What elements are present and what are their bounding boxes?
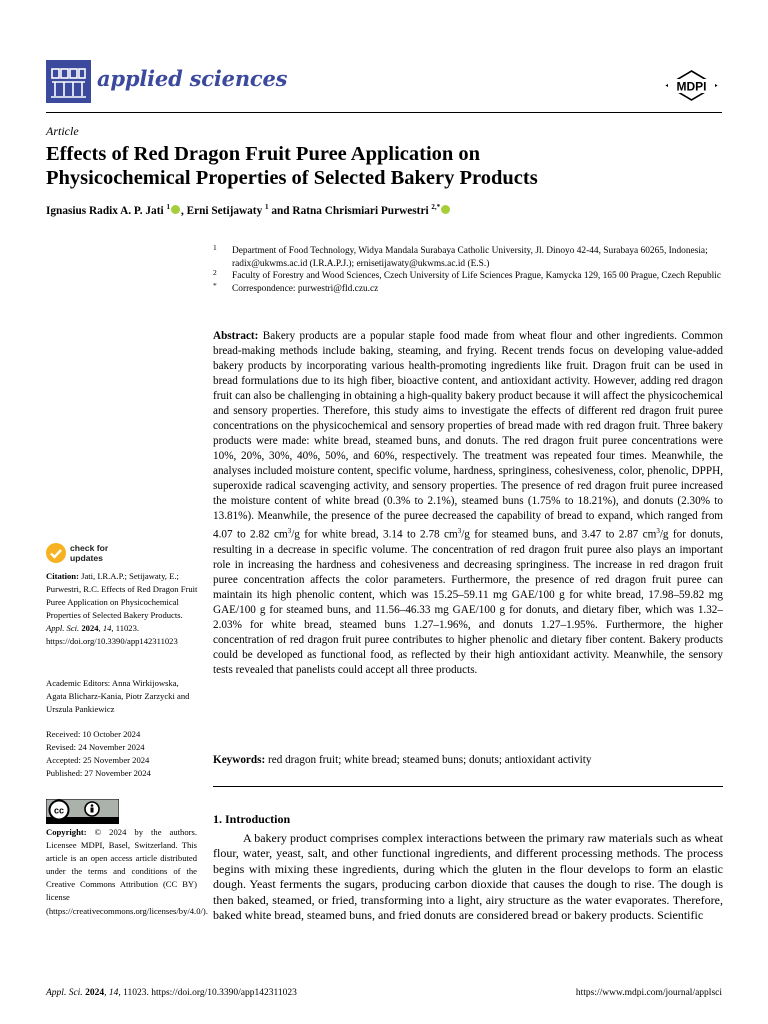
received-date: Received: 10 October 2024	[46, 729, 141, 739]
orcid-icon[interactable]	[171, 205, 180, 214]
header-divider	[46, 112, 722, 113]
check-for-updates-button[interactable]	[46, 541, 116, 567]
revised-date: Revised: 24 November 2024	[46, 742, 145, 753]
abstract-text: /g for steamed buns, and 3.47 to 2.87 cm	[461, 528, 657, 541]
author-separator: ,	[180, 204, 187, 217]
superscript: 3	[656, 527, 660, 535]
affiliation-mark: 1	[166, 203, 170, 211]
affiliation-item	[213, 270, 723, 283]
copyright-label: Copyright:	[46, 827, 87, 837]
footer-doi-link[interactable]: , 11023. https://doi.org/10.3390/app142311023	[118, 988, 297, 998]
author-separator: and	[268, 204, 293, 217]
affiliation-item	[213, 245, 723, 270]
affiliation-marker: *	[213, 280, 217, 290]
accepted-date: Accepted: 25 November 2024	[46, 755, 150, 766]
keywords-text: red dragon fruit; white bread; steamed buns; donuts; antioxidant activity	[265, 754, 592, 766]
abstract-label: Abstract:	[213, 330, 259, 342]
check-updates-line: updates	[70, 553, 103, 563]
affiliation-mark: 1	[265, 203, 269, 211]
citation-block: Citation: Jati, I.R.A.P.; Setijawaty, E.; Purwestri, R.C. Effects of Red Dragon Fruit Puree Application on Physicochemical Properties of Selected Bakery Products. Appl. Sci. 2024, 14, 11023. https://doi.org/10.3390/app142311023	[46, 571, 198, 647]
title-line: Effects of Red Dragon Fruit Puree Application on	[46, 143, 481, 165]
citation-journal: Appl. Sci.	[46, 623, 80, 634]
author-name[interactable]: Erni Setijawaty	[186, 204, 263, 217]
affiliation-text: Department of Food Technology, Widya Mandala Surabaya Catholic University, Jl. Dinoyo 42-44, Surabaya 60265, Indonesia; radix@ukwms.ac.id (I.R.A.P.J.); ernisetijawaty@ukwms.ac.id (E.S.)	[232, 246, 708, 269]
keywords	[213, 753, 723, 768]
abstract-text: Bakery products are a popular staple food made from wheat flour and other ingredients. Common bread-making methods include baking, steaming, and frying. Recent trends focus on developing value-added bakery products by incorporating various health-promoting ingredients like fruit. Dragon fruit can be used in bread formulations due to its high fiber, bioactive content, and antioxidant activity. However, adding red dragon fruit can also be challenging in obtaining a high-quality bakery product because it will affect the physicochemical and sensory properties. Therefore, this study aims to investigate the effects of different red dragon fruit puree concentrations on the physicochemical and sensory properties of bread made with red dragon fruit. Three bakery products were made: white bread, steamed buns, and donuts. The red dragon fruit puree concentrations were 10%, 20%, 30%, 40%, 50%, and 60%, respectively. The treatment was repeated four times. Meanwhile, the analyses included moisture content, specific volume, hardness, springiness, cohesiveness, color, phenolic, DPPH, superoxide radical scavenging activity, and sensory properties. The presence of red dragon fruit puree increased the moisture content of white bread (0.3% to 2.1%), steamed buns (1.75% to 18.21%), and donuts (2.30% to 13.81%). Meanwhile, the presence of the puree decreased the capability of bread to expand, which ranged from 4.07 to 2.82 cm	[213, 330, 723, 541]
citation-label: Citation:	[46, 571, 79, 581]
section-divider	[213, 786, 723, 787]
author-list	[46, 203, 451, 217]
footer-journal-url[interactable]: https://www.mdpi.com/journal/applsci	[575, 988, 722, 998]
dates-block	[46, 728, 198, 780]
citation-year: 2024	[81, 623, 99, 634]
abstract	[213, 329, 723, 678]
affiliations	[213, 245, 723, 295]
page-footer: Appl. Sci. 2024, 14, 11023. https://doi.org/10.3390/app142311023 https://www.mdpi.com/journal/applsci	[46, 988, 722, 998]
svg-text:MDPI: MDPI	[676, 79, 707, 94]
author-name[interactable]: Ignasius Radix A. P. Jati	[46, 204, 164, 217]
abstract-text: /g for donuts, resulting in a decrease in specific volume. The concentration of red dragon fruit puree also plays an important role in increasing the hardness and cohesiveness and decreasing springiness. The increase in red dragon fruit puree concentration affects the color parameters. Furthermore, the presence of red dragon fruit puree can maintain its high phenolic content, which was 15.25–59.11 mg GAE/100 g for white bread, 17.98–59.82 mg GAE/100 g for steamed buns, and 11.56–46.33 mg GAE/100 g for donuts, and dietary fiber, which was 1.32–2.03% for white bread, steamed buns 1.27–1.96%, and donuts 1.27–1.95%. Furthermore, the higher concentration of red dragon fruit puree contributes to higher phenolic and dietary fiber content. Bakery products could be developed as functional food, as reflected by their high antioxidant activity. Meanwhile, the sensory tests revealed that panelists could accept all three products.	[213, 528, 723, 676]
svg-text:cc: cc	[53, 805, 65, 816]
article-type: Article	[46, 124, 79, 138]
copyright-text: © 2024 by the authors. Licensee MDPI, Basel, Switzerland. This article is an open access article distributed under the terms and conditions of the Creative Commons Attribution (CC BY) license (https://creativecommons.org/licenses/by/4.0/).	[46, 827, 208, 916]
affiliation-text: Correspondence: purwestri@fld.czu.cz	[232, 283, 379, 294]
affiliation-marker: 2	[213, 268, 217, 278]
footer-journal: Appl. Sci.	[46, 988, 83, 998]
citation-text: Jati, I.R.A.P.; Setijawaty, E.; Purwestri, R.C. Effects of Red Dragon Fruit Puree Application on Physicochemical Properties of Selected Bakery Products.	[46, 571, 198, 621]
journal-logo-icon	[46, 60, 91, 103]
academic-editors: Academic Editors: Anna Wirkijowska, Agata Blicharz-Kania, Piotr Zarzycki and Urszula Pankiewicz	[46, 678, 190, 715]
check-updates-icon	[46, 543, 66, 563]
footer-year: 2024	[85, 988, 105, 998]
superscript: 3	[287, 527, 292, 535]
published-date: Published: 27 November 2024	[46, 768, 151, 779]
citation-doi-link[interactable]: , 11023. https://doi.org/10.3390/app142311023	[46, 623, 178, 647]
mdpi-logo-icon	[664, 70, 719, 102]
check-updates-line: check for	[70, 543, 109, 553]
keywords-label: Keywords:	[213, 754, 266, 766]
copyright-block	[46, 826, 208, 918]
intro-paragraph: A bakery product comprises complex interactions between the primary raw materials such as wheat flour, water, yeast, salt, and other functional ingredients, and different processing methods. The process begins with mixing these ingredients, during which the gluten in the flour develops to form an elastic dough. Yeast ferments the sugars, producing carbon dioxide that causes the dough to rise. The dough is then baked, steamed, or fried, transforming into a light, airy structure as the water evaporates. Therefore, baked white bread, steamed buns, and fried donuts are considered bread or bakery products. Scientific	[213, 831, 723, 923]
superscript: 3	[457, 527, 462, 535]
abstract-text: /g for white bread, 3.14 to 2.78 cm	[291, 528, 458, 541]
journal-name: applied sciences	[97, 66, 288, 91]
article-title	[46, 142, 722, 190]
check-updates-label	[70, 543, 108, 563]
section-title: 1. Introduction	[213, 812, 291, 826]
affiliation-marker: 1	[213, 243, 217, 252]
affiliation-item	[213, 280, 723, 296]
affiliation-text: Faculty of Forestry and Wood Sciences, Czech University of Life Sciences Prague, Kamycka 129, 165 00 Prague, Czech Republic	[232, 271, 722, 282]
affiliation-mark: 2,*	[431, 203, 441, 211]
cc-by-license-icon[interactable]	[46, 799, 119, 824]
footer-volume: 14	[108, 988, 119, 998]
title-line: Physicochemical Properties of Selected Bakery Products	[46, 167, 538, 189]
orcid-icon[interactable]	[441, 205, 450, 214]
author-name[interactable]: Ratna Chrismiari Purwestri	[292, 204, 429, 217]
citation-volume: 14	[102, 623, 112, 634]
